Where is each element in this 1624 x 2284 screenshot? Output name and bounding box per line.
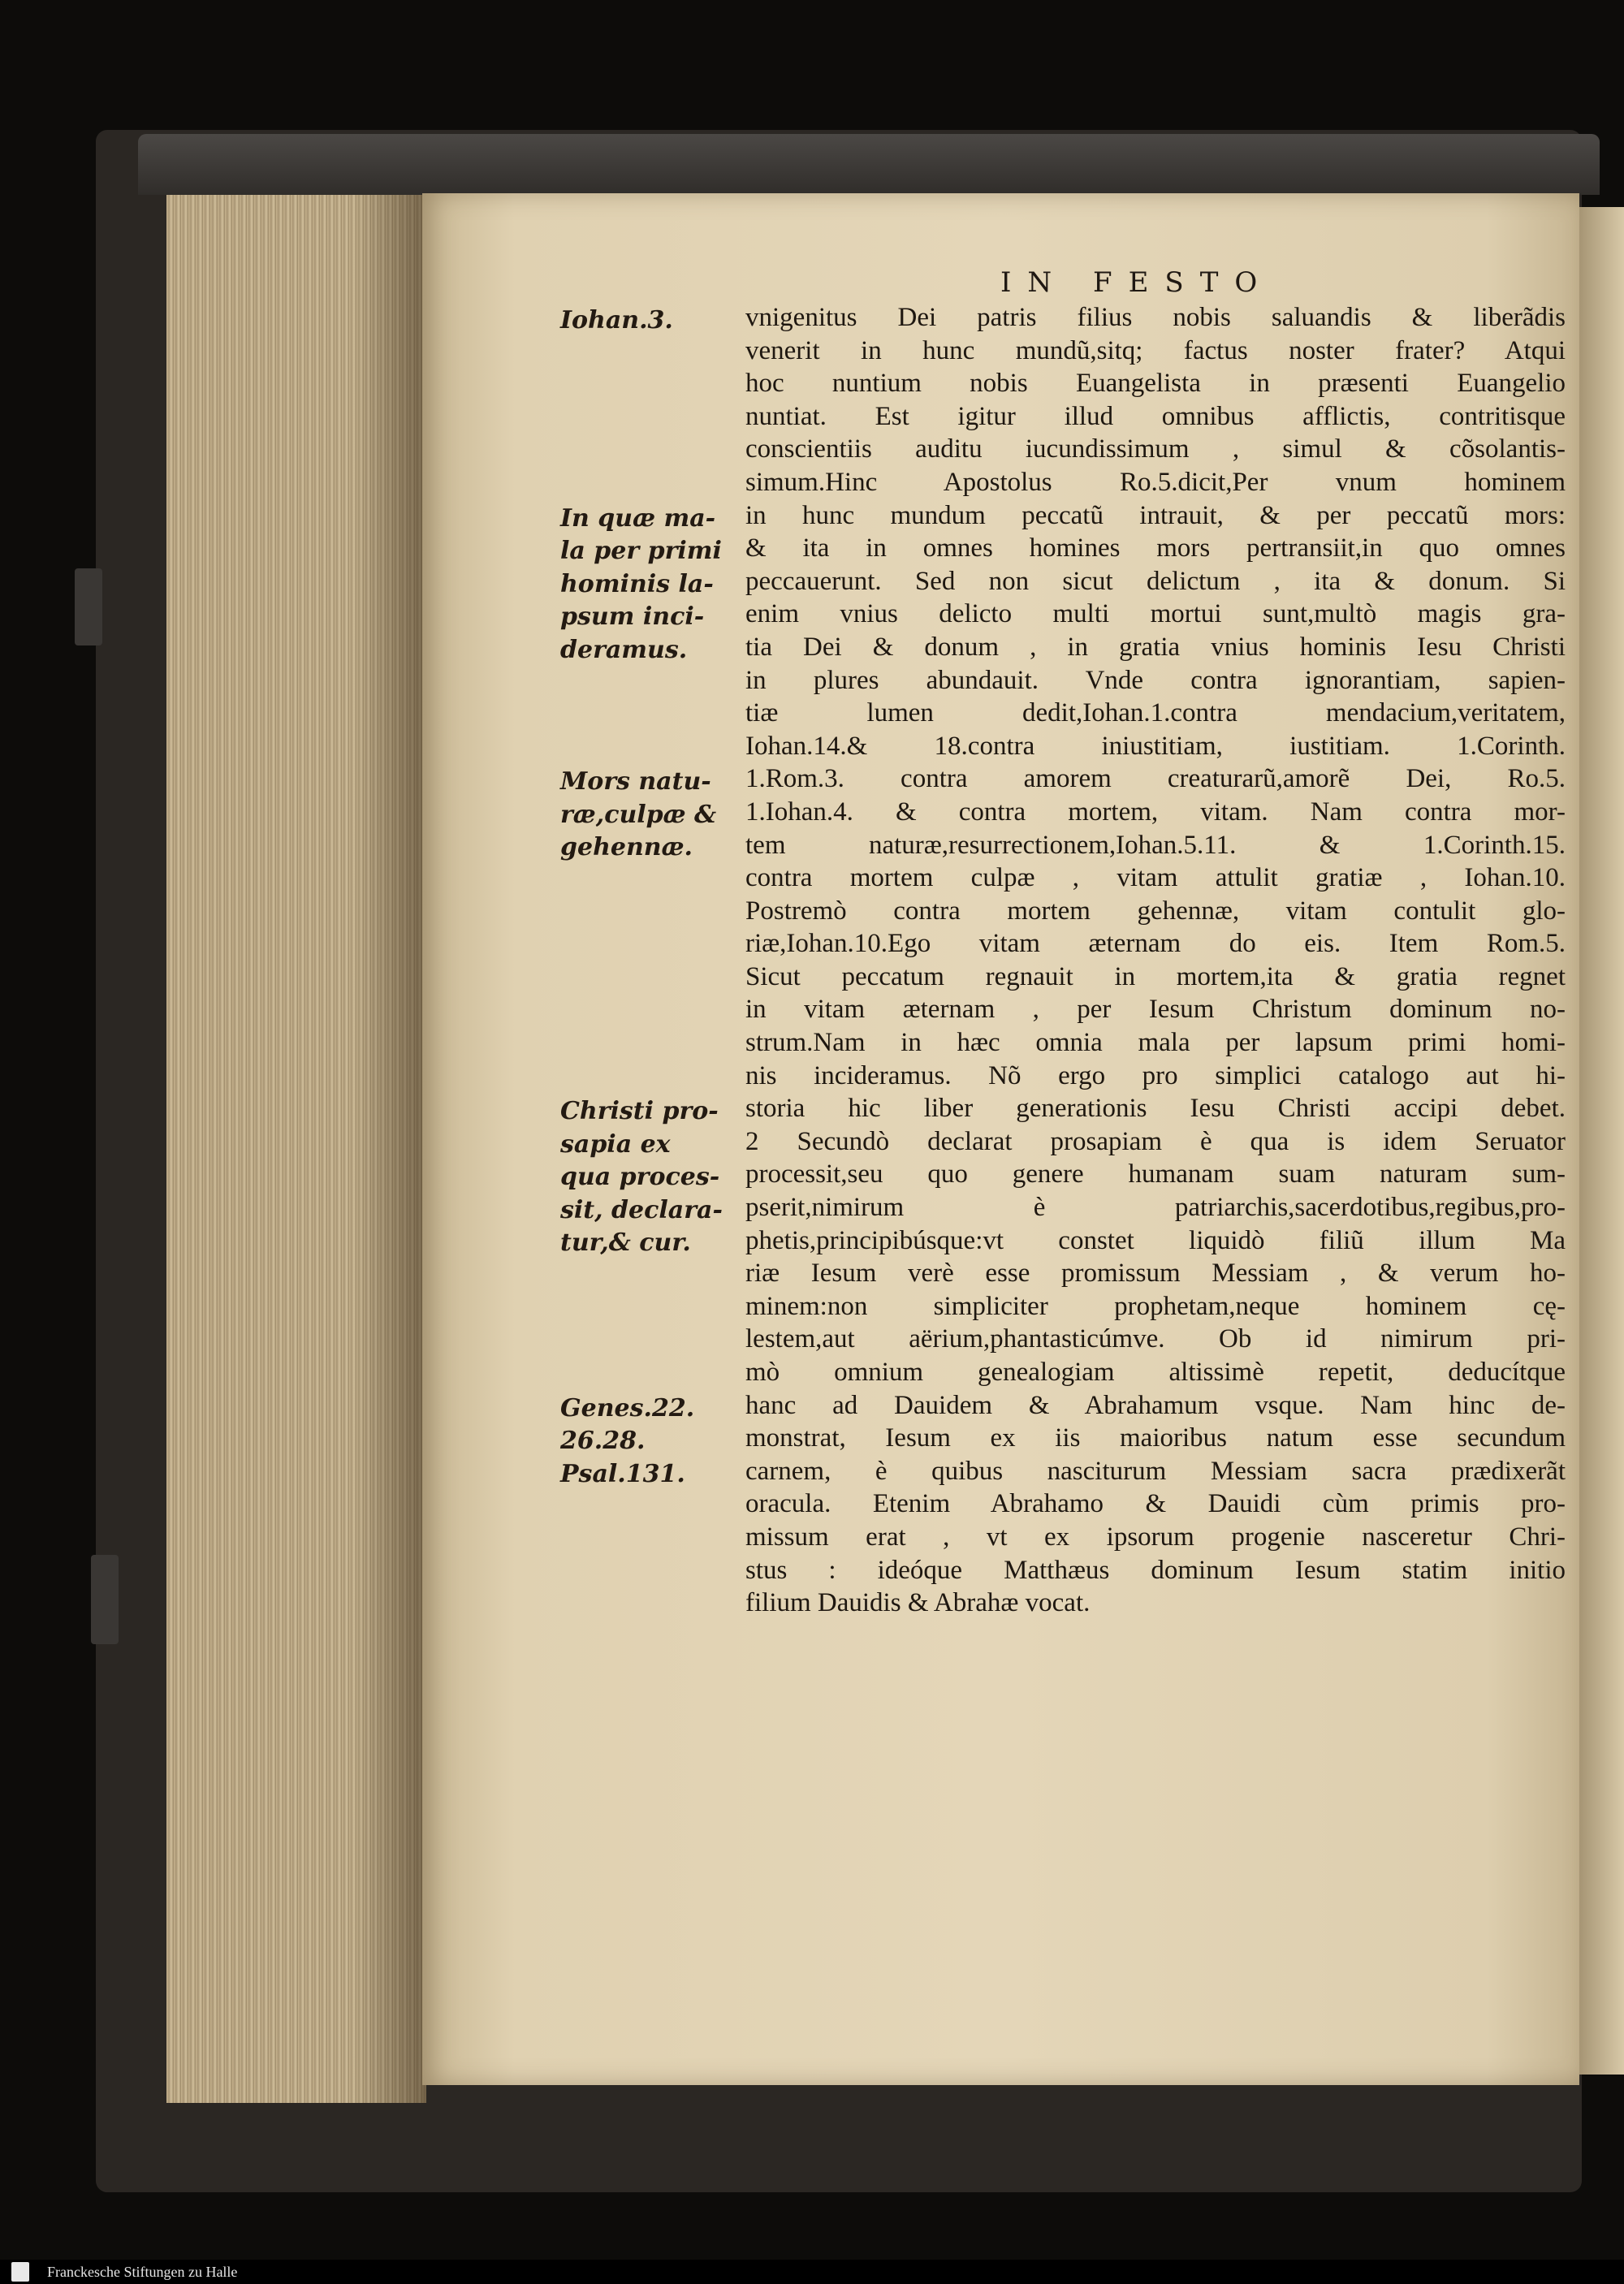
margin-note-line: psum inci- bbox=[560, 602, 705, 632]
body-line: phetis,principibúsque:vt constet liquidò filiũ illum Ma bbox=[745, 1225, 1566, 1255]
body-line: venerit in hunc mundũ,sitq; factus noster frater? Atqui bbox=[745, 335, 1566, 365]
margin-note-line: gehennæ. bbox=[560, 833, 693, 862]
body-line: storia hic liber generationis Iesu Christi accipi debet. bbox=[745, 1094, 1566, 1124]
body-line: tiæ lumen dedit,Iohan.1.contra mendacium,veritatem, bbox=[745, 698, 1566, 728]
body-line: vnigenitus Dei patris filius nobis saluandis & liberãdis bbox=[745, 303, 1566, 332]
margin-note-line: Christi pro- bbox=[560, 1097, 719, 1126]
body-line: simum.Hinc Apostolus Ro.5.dicit,Per vnum hominem bbox=[745, 467, 1566, 497]
body-line: nis incideramus. Nõ ergo pro simplici catalogo aut hi- bbox=[745, 1060, 1566, 1090]
body-line: & ita in omnes homines mors pertransiit,in quo omnes bbox=[745, 533, 1566, 563]
margin-note bbox=[560, 766, 755, 865]
body-line: pserit,nimirum è patriarchis,sacerdotibus,regibus,pro- bbox=[745, 1193, 1566, 1223]
body-line: monstrat, Iesum ex iis maioribus natum esse secundum bbox=[745, 1423, 1566, 1453]
body-line: 1.Iohan.4. & contra mortem, vitam. Nam contra mor- bbox=[745, 797, 1566, 827]
body-line: Postremò contra mortem gehennæ, vitam contulit glo- bbox=[745, 896, 1566, 926]
body-line: filium Dauidis & Abrahæ vocat. bbox=[745, 1588, 1091, 1618]
body-line: oracula. Etenim Abrahamo & Dauidi cùm primis pro- bbox=[745, 1489, 1566, 1519]
body-line: 1.Rom.3. contra amorem creaturarũ,amorẽ Dei, Ro.5. bbox=[745, 764, 1566, 794]
footer-institution: Franckesche Stiftungen zu Halle bbox=[47, 2264, 238, 2280]
body-line: lestem,aut aërium,phantasticúmve. Ob id nimirum pri- bbox=[745, 1324, 1566, 1354]
margin-note-line: Mors natu- bbox=[560, 767, 711, 797]
margin-note-line: Iohan.3. bbox=[560, 306, 673, 335]
margin-note-line: qua proces- bbox=[560, 1163, 720, 1192]
body-line: contra mortem culpæ , vitam attulit gratiæ , Iohan.10. bbox=[745, 863, 1566, 893]
margin-note-line: Genes.22. bbox=[560, 1393, 695, 1423]
body-line: Sicut peccatum regnauit in mortem,ita & gratia regnet bbox=[745, 961, 1566, 991]
margin-note-line: deramus. bbox=[560, 635, 688, 664]
body-line: mò omnium genealogiam altissimè repetit, deducítque bbox=[745, 1358, 1566, 1387]
body-line: minem:non simpliciter prophetam,neque hominem cę- bbox=[745, 1291, 1566, 1321]
margin-note-line: hominis la- bbox=[560, 569, 714, 598]
margin-note-line: tur,& cur. bbox=[560, 1228, 691, 1258]
book-top-edge bbox=[138, 134, 1600, 195]
body-line: processit,seu quo genere humanam suam naturam sum- bbox=[745, 1159, 1566, 1189]
body-line: enim vnius delicto multi mortui sunt,multò magis gra- bbox=[745, 599, 1566, 629]
margin-note bbox=[560, 1392, 755, 1492]
body-line: 2 Secundò declarat prosapiam è qua is idem Seruator bbox=[745, 1126, 1566, 1156]
body-line: nuntiat. Est igitur illud omnibus afflictis, contritisque bbox=[745, 401, 1566, 431]
margin-note-line: sapia ex bbox=[560, 1129, 671, 1159]
body-line: tia Dei & donum , in gratia vnius hominis Iesu Christi bbox=[745, 632, 1566, 662]
body-line: conscientiis auditu iucundissimum , simul & cõsolantis- bbox=[745, 434, 1566, 464]
body-line: in hunc mundum peccatũ intrauit, & per peccatũ mors: bbox=[745, 500, 1566, 530]
institution-logo-icon bbox=[11, 2262, 29, 2282]
body-line: strum.Nam in hæc omnia mala per lapsum primi homi- bbox=[745, 1028, 1566, 1058]
margin-note-line: sit, declara- bbox=[560, 1195, 723, 1224]
margin-note-line: In quæ ma- bbox=[560, 503, 716, 533]
running-head: IN FESTO bbox=[1000, 266, 1274, 299]
body-line: missum erat , vt ex ipsorum progenie nasceretur Chri- bbox=[745, 1522, 1566, 1552]
margin-note-line: la per primi bbox=[560, 537, 722, 566]
margin-note-line: 26.28. bbox=[560, 1427, 646, 1456]
body-line: in plures abundauit. Vnde contra ignorantiam, sapien- bbox=[745, 665, 1566, 695]
body-line: carnem, è quibus nasciturum Messiam sacra prædixerãt bbox=[745, 1456, 1566, 1486]
body-line: Iohan.14.& 18.contra iniustitiam, iustitiam. 1.Corinth. bbox=[745, 731, 1566, 761]
body-line: tem naturæ,resurrectionem,Iohan.5.11. & 1.Corinth.15. bbox=[745, 830, 1566, 860]
body-line: hanc ad Dauidem & Abrahamum vsque. Nam hinc de- bbox=[745, 1390, 1566, 1420]
body-line: riæ,Iohan.10.Ego vitam æternam do eis. Item Rom.5. bbox=[745, 929, 1566, 959]
body-line: in vitam æternam , per Iesum Christum dominum no- bbox=[745, 995, 1566, 1025]
footer-bar bbox=[0, 2260, 1624, 2284]
margin-note bbox=[560, 503, 755, 667]
margin-note-line: Psal.131. bbox=[560, 1459, 685, 1488]
body-line: stus : ideóque Matthæus dominum Iesum statim initio bbox=[745, 1555, 1566, 1585]
body-line: hoc nuntium nobis Euangelista in præsenti Euangelio bbox=[745, 369, 1566, 399]
margin-note bbox=[560, 1095, 755, 1260]
body-text bbox=[745, 301, 1566, 1620]
body-line: peccauerunt. Sed non sicut delictum , ita & donum. Si bbox=[745, 566, 1566, 596]
margin-note-line: ræ,culpæ & bbox=[560, 800, 717, 829]
clasp-lower bbox=[91, 1555, 119, 1644]
body-line: riæ Iesum verè esse promissum Messiam , & verum ho- bbox=[745, 1259, 1566, 1289]
facing-page-edge bbox=[1579, 207, 1624, 2075]
page-edges bbox=[166, 195, 426, 2103]
margin-note bbox=[560, 304, 755, 338]
clasp-upper bbox=[75, 568, 102, 645]
